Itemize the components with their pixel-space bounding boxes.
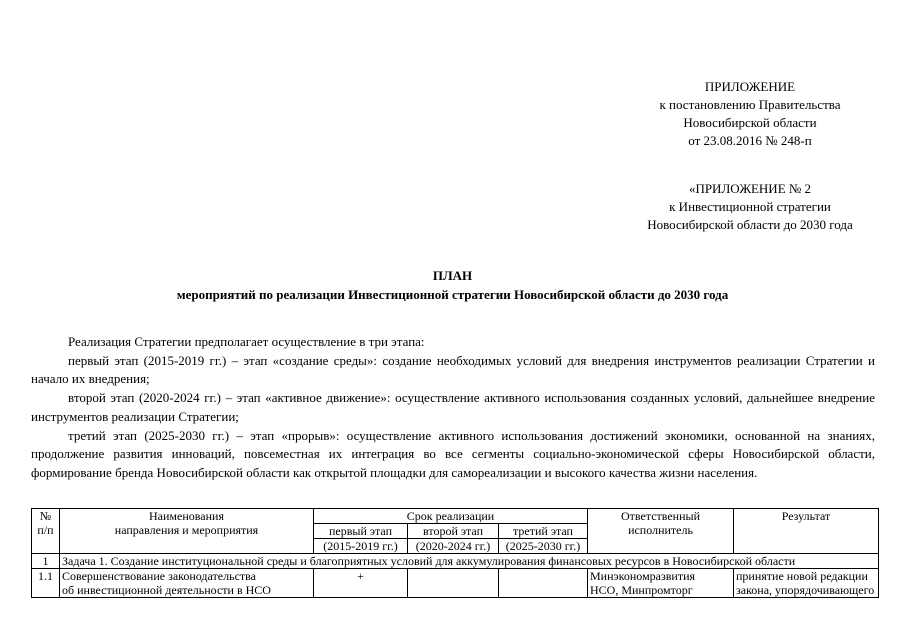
header-years-2: (2020-2024 гг.) — [408, 539, 499, 554]
header-executor: Ответственный исполнитель — [588, 509, 734, 554]
document-title — [0, 266, 905, 304]
task-number: 1 — [32, 554, 60, 569]
row-stage-3 — [499, 569, 588, 598]
intro-paragraph: третий этап (2025-2030 гг.) – этап «прорыв»: осуществление активного использования достижений экономики, основанной на знаниях, продолжение развития инноваций, повсеместная их интеграция во все сегменты социально-экономической сферы Новосибирской области, формирование бренда Новосибирской области как открытой площадки для самореализации и высокого качества жизни населения. — [31, 427, 875, 480]
header-period: Срок реализации — [314, 509, 588, 524]
header-stage-2: второй этап — [408, 524, 499, 539]
header-stage-3: третий этап — [499, 524, 588, 539]
header-stage-1: первый этап — [314, 524, 408, 539]
approval-block — [640, 78, 860, 150]
approval-line: Новосибирской области — [683, 115, 817, 130]
header-number: № п/п — [32, 509, 60, 554]
appendix-line: к Инвестиционной стратегии — [669, 199, 831, 214]
header-result: Результат — [734, 509, 879, 554]
row-stage-1: + — [314, 569, 408, 598]
table-row — [32, 569, 879, 598]
header-years-3: (2025-2030 гг.) — [499, 539, 588, 554]
task-text: Задача 1. Создание институциональной среды и благоприятных условий для аккумулирования финансовых ресурсов в Новосибирской области — [60, 554, 879, 569]
table-header-row — [32, 509, 879, 524]
approval-date-number: от 23.08.2016 № 248-п — [688, 133, 812, 148]
appendix-block — [620, 180, 880, 234]
plan-table — [31, 508, 879, 598]
intro-text — [31, 333, 875, 483]
row-stage-2 — [408, 569, 499, 598]
row-executor: Минэкономразвития НСО, Минпромторг — [588, 569, 734, 598]
appendix-heading: «ПРИЛОЖЕНИЕ № 2 — [688, 181, 812, 196]
intro-paragraph: Реализация Стратегии предполагает осуществление в три этапа: — [68, 334, 425, 349]
intro-paragraph: второй этап (2020-2024 гг.) – этап «активное движение»: осуществление активного использования созданных условий, дальнейшее внедрение инструментов реализации Стратегии; — [31, 390, 875, 424]
row-name: Совершенствование законодательства об инвестиционной деятельности в НСО — [60, 569, 314, 598]
header-years-1: (2015-2019 гг.) — [314, 539, 408, 554]
row-number: 1.1 — [32, 569, 60, 598]
task-row — [32, 554, 879, 569]
approval-line: к постановлению Правительства — [659, 97, 841, 112]
approval-heading: ПРИЛОЖЕНИЕ — [704, 79, 796, 94]
title-main: ПЛАН — [432, 268, 473, 283]
appendix-line: Новосибирской области до 2030 года — [647, 217, 853, 232]
title-subtitle: мероприятий по реализации Инвестиционной стратегии Новосибирской области до 2030 года — [176, 287, 729, 302]
intro-paragraph: первый этап (2015-2019 гг.) – этап «создание среды»: создание необходимых условий для внедрения инструментов реализации Стратегии и начало их внедрения; — [31, 352, 875, 387]
header-name: Наименования направления и мероприятия — [60, 509, 314, 554]
row-result: принятие новой редакции закона, упорядочивающего — [734, 569, 879, 598]
